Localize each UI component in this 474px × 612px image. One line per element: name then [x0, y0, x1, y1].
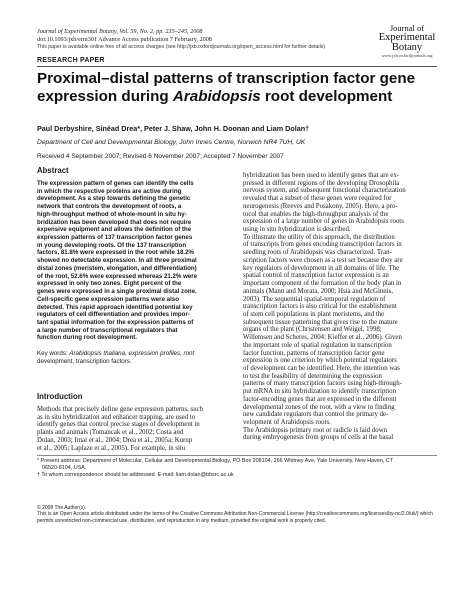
- journal-doi: doi:10.1093/jxb/erm301 Advance Access publication 7 February, 2008: [37, 36, 212, 43]
- abstract-line: expensive equipment and allows the definition of the: [37, 226, 192, 234]
- license-line-2: permits unrestricted non-commercial use, distribution, and reproduction in any medium, provided the original work is properly cited.: [37, 517, 327, 524]
- body-line: expression is one criterion by which potential regulators: [243, 357, 397, 365]
- page-title: [37, 70, 437, 105]
- body-line: using in situ hybridization is described.: [243, 226, 351, 234]
- body-line: scription factors were chosen as a test set because they are: [243, 256, 403, 264]
- keywords-line-1: Arabidopsis thaliana, expression profiles, root: [69, 350, 195, 357]
- abstract-line: function during root development.: [37, 334, 137, 342]
- body-line: of transcripts from genes encoding transcription factors in: [243, 241, 402, 249]
- introduction-body: [37, 406, 235, 452]
- abstract-line: tant spatial information for the expression patterns of: [37, 318, 194, 326]
- body-line: neurogenesis (Reeves and Posakony, 2005). Here, a pro-: [243, 202, 398, 210]
- abstract-line: in young developing roots. Of the 137 transcription: [37, 241, 187, 249]
- abstract-line: detected. This rapid approach identified potential key: [37, 303, 193, 311]
- body-line: pressed in different regions of the developing Drosophila: [243, 179, 400, 187]
- open-access-note: This paper is available online free of all access charges (see http://jxb.oxfordjournals.org/open_access.html for further details): [37, 44, 326, 50]
- logo-line-1: Journal of: [389, 23, 425, 33]
- abstract-line: factors, 81.8% were expressed in the root while 18.2%: [37, 249, 194, 257]
- author-list: Paul Derbyshire, Sinéad Drea*, Peter J. Shaw, John H. Doonan and Liam Dolan†: [37, 124, 310, 133]
- intro-line: plants and animals (Tomancak et al., 2002; Costa and: [37, 429, 184, 437]
- body-line: of development can be identified. Here, the intention was: [243, 364, 400, 372]
- body-line: To illustrate the utility of this approach, the distribution: [243, 233, 395, 241]
- present-address-note: * Present address: Department of Molecular, Cellular and Developmental Biology, PO Box 208104, 266 Whitney Ave, Yale University, New Haven, CT: [37, 458, 394, 464]
- title-species: Arabidopsis: [172, 87, 261, 105]
- abstract-heading: Abstract: [37, 166, 69, 175]
- license-footer: [37, 505, 442, 524]
- abstract-line: high-throughput method of whole-mount in situ hy-: [37, 210, 187, 218]
- abstract-line: showed no detectable expression. In all three proximal: [37, 257, 197, 265]
- abstract-line: distal zones (meristem, elongation, and differentiation): [37, 264, 197, 272]
- abstract-line: genes were expressed in a single proximal distal zone.: [37, 288, 197, 296]
- body-line: during embryogenesis from groups of cells at the basal: [243, 434, 394, 442]
- correspondence-note: † To whom correspondence should be addressed. E-mail: liam.dolan@bbsrc.ac.uk: [37, 472, 234, 478]
- body-line: revealed that a subset of these genes were required for: [243, 195, 392, 203]
- abstract-line: expression patterns of 137 transcription factor genes: [37, 234, 193, 242]
- abstract-line: development. As a step towards defining the genetic: [37, 195, 191, 203]
- body-line: tocol that enables the high-throughput analysis of the: [243, 210, 389, 218]
- body-line: Willemsen and Scheres, 2004; Kieffer et al., 2006). Given: [243, 334, 402, 342]
- abstract-line: in which the respective proteins are active during: [37, 187, 182, 195]
- intro-line: Methods that precisely define gene expression patterns, such: [37, 406, 204, 413]
- abstract-line: network that controls the development of roots, a: [37, 203, 182, 211]
- abstract-line: The expression pattern of genes can identify the cells: [37, 180, 194, 187]
- journal-logo: [372, 24, 442, 59]
- keywords-line-2: development, transcription factors.: [37, 358, 132, 365]
- body-line: spatial control of transcription factor expression is an: [243, 272, 389, 280]
- copyright: © 2008 The Author(s).: [37, 505, 87, 511]
- body-line: organs of the plant (Christensen and Weigel, 1998;: [243, 326, 382, 334]
- abstract-line: bridization has been developed that does not require: [37, 218, 192, 226]
- received-dates: Received 4 September 2007; Revised 6 November 2007; Accepted 7 November 2007: [37, 153, 284, 160]
- body-line: transcription factors is also critical for the establishment: [243, 303, 397, 311]
- logo-line-2: Experimental: [378, 32, 436, 43]
- affiliation: Department of Cell and Developmental Biology, John Innes Centre, Norwich NR4 7UH, UK: [37, 139, 306, 146]
- introduction-heading: Introduction: [37, 392, 83, 401]
- intro-line: as in situ hybridization and enhancer trapping, are used to: [37, 413, 196, 421]
- body-line: factor function, patterns of transcription factor gene: [243, 349, 385, 357]
- abstract-body: [37, 180, 235, 342]
- keywords-label: Key words:: [37, 350, 68, 357]
- body-line: The Arabidopsis primary root or radicle is laid down: [243, 426, 388, 434]
- body-line: nervous system, and subsequent functional characterization: [243, 187, 406, 195]
- body-line: the important role of spatial regulation in transcription: [243, 341, 392, 349]
- body-line: subsequent tissue patterning that gives rise to the mature: [243, 318, 398, 326]
- intro-line: identify genes that control precise stages of development in: [37, 421, 200, 429]
- logo-line-3: Botany: [391, 42, 423, 53]
- logo-url: www.jxb.oxfordjournals.org: [381, 53, 433, 58]
- article-type: RESEARCH PAPER: [37, 57, 105, 64]
- body-line: key regulators of development in all domains of life. The: [243, 264, 400, 272]
- abstract-line: of the root, 52.6% were expressed whereas 21.2% were: [37, 272, 198, 280]
- abstract-line: regulators of cell differentiation and provides impor-: [37, 311, 190, 319]
- title-part-1: Proximal–distal patterns of transcription factor gene expression during: [37, 70, 416, 105]
- present-address-note-cont: 06520-8104, USA.: [42, 465, 87, 471]
- body-line: to test the feasibility of determining the expression: [243, 372, 382, 380]
- footnotes: [37, 458, 442, 479]
- license-line-1: This is an Open Access article distributed under the terms of the Creative Commons Attribution Non-Commercial License (http://creativecommons.org/licenses/by-nc/2.0/uk/) which: [37, 511, 433, 518]
- footnote-rule: [37, 455, 437, 456]
- body-line: patterns of many transcription factors using high-through-: [243, 380, 402, 388]
- body-line: seedling roots of Arabidopsis was characterized. Tran-: [243, 249, 392, 257]
- intro-line: et al., 2005; Laplaze et al., 2005). For example, in situ: [37, 444, 186, 452]
- journal-citation: Journal of Experimental Botany, Vol. 59, No. 2, pp. 235–245, 2008: [37, 28, 203, 35]
- header-rule: [37, 66, 437, 67]
- body-line: 2003). The sequential spatial-temporal regulation of: [243, 295, 386, 303]
- abstract-line: a large number of transcriptional regulators that: [37, 326, 178, 334]
- body-line: of stem cell populations in plant meristems, and the: [243, 310, 385, 318]
- body-line: developmental zones of the root, with a view to finding: [243, 403, 395, 411]
- intro-line: Dolan, 2003; Imai et al., 2004; Drea et al., 2005a; Kurup: [37, 436, 193, 444]
- abstract-line: expressed in only two zones. Eight percent of the: [37, 280, 182, 288]
- body-line: put mRNA in situ hybridization to identify transcription: [243, 388, 397, 396]
- body-line: hybridization has been used to identify genes that are ex-: [243, 172, 400, 179]
- body-line: animals (Mann and Morata, 2000; Hsia and McGinnis,: [243, 287, 393, 295]
- body-line: velopment of Arabidopsis roots.: [243, 419, 331, 426]
- body-line: new candidate regulators that control the primary de-: [243, 411, 389, 419]
- keywords: [37, 350, 235, 366]
- right-column-body: [243, 172, 441, 442]
- title-part-2: root development: [260, 87, 393, 105]
- body-line: important component of the formation of the body plan in: [243, 280, 402, 288]
- body-line: factor-encoding genes that are expressed in the different: [243, 395, 397, 403]
- body-line: expression of a large number of genes in Arabidopsis roots: [243, 218, 404, 226]
- abstract-line: Cell-specific gene expression patterns were also: [37, 295, 179, 303]
